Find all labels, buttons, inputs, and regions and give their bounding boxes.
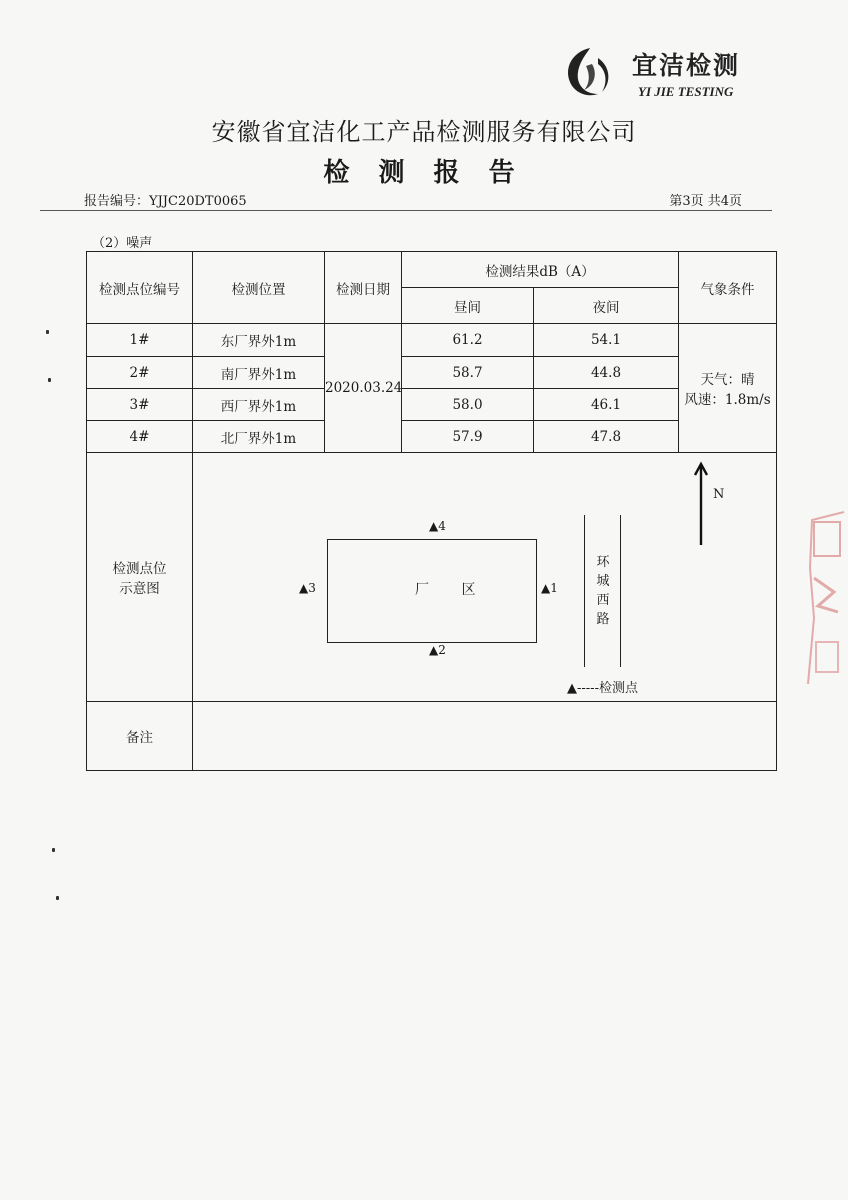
point-1-marker: ▲1 — [541, 581, 558, 595]
header-weather: 气象条件 — [679, 252, 777, 324]
header-night: 夜间 — [534, 288, 679, 324]
header-date: 检测日期 — [325, 252, 402, 324]
section-title: （2）噪声 — [92, 236, 153, 251]
table-row — [87, 421, 777, 453]
site-diagram — [193, 453, 776, 701]
north-arrow-icon — [693, 461, 709, 547]
road-char: 城 — [596, 574, 610, 589]
point-2-marker: ▲2 — [429, 643, 446, 657]
header-location: 检测位置 — [193, 252, 325, 324]
report-number: 报告编号：YJJC20DT0065 — [84, 194, 247, 209]
day-value-cell: 57.9 — [402, 421, 534, 453]
scan-speck — [48, 378, 51, 382]
wind-speed: 风速：1.8m/s — [684, 392, 771, 408]
north-label: N — [713, 487, 725, 502]
document-title: 检 测 报 告 — [323, 158, 525, 188]
header-point-id: 检测点位编号 — [87, 252, 193, 324]
diagram-label-cell — [87, 453, 193, 702]
diagram-label-line1: 检测点位 — [112, 561, 167, 577]
page-number: 第3页 共4页 — [669, 194, 742, 209]
table-row — [87, 389, 777, 421]
company-name: 安徽省宜洁化工产品检测服务有限公司 — [211, 118, 637, 146]
weather-cell — [679, 324, 777, 453]
road-right-line — [620, 515, 621, 667]
night-value-cell: 47.8 — [534, 421, 679, 453]
day-value-cell: 61.2 — [402, 324, 534, 357]
location-cell: 南厂界外1m — [193, 357, 325, 389]
road-char: 西 — [596, 593, 610, 608]
point-id-cell: 3# — [87, 389, 193, 421]
remarks-value — [193, 702, 777, 771]
logo-cn-text: 宜洁检测 — [632, 51, 741, 80]
header-divider — [40, 210, 772, 211]
day-value-cell: 58.0 — [402, 389, 534, 421]
location-cell: 东厂界外1m — [193, 324, 325, 357]
point-id-cell: 4# — [87, 421, 193, 453]
location-cell: 北厂界外1m — [193, 421, 325, 453]
noise-results-table — [86, 251, 777, 771]
company-logo — [560, 40, 770, 104]
diagram-cell — [193, 453, 777, 702]
header-result: 检测结果dB（A） — [402, 252, 679, 288]
scan-speck — [46, 330, 49, 334]
weather-condition: 天气：晴 — [700, 372, 755, 388]
point-3-marker: ▲3 — [299, 581, 316, 595]
table-row — [87, 324, 777, 357]
logo-en-text: YI JIE TESTING — [638, 84, 734, 99]
diagram-legend: ▲-----检测点 — [567, 681, 638, 696]
day-value-cell: 58.7 — [402, 357, 534, 389]
scan-speck — [56, 896, 59, 900]
plant-area-label: 厂 区 — [415, 582, 490, 598]
night-value-cell: 44.8 — [534, 357, 679, 389]
date-cell: 2020.03.24 — [325, 324, 402, 453]
night-value-cell: 46.1 — [534, 389, 679, 421]
road-label — [593, 553, 613, 629]
diagram-label-line2: 示意图 — [119, 581, 160, 597]
point-4-marker: ▲4 — [429, 519, 446, 533]
road-char: 环 — [596, 555, 610, 570]
road-left-line — [584, 515, 585, 667]
table-row — [87, 357, 777, 389]
header-day: 昼间 — [402, 288, 534, 324]
road-char: 路 — [596, 612, 610, 627]
point-id-cell: 2# — [87, 357, 193, 389]
logo-swoosh-icon — [560, 44, 616, 100]
point-id-cell: 1# — [87, 324, 193, 357]
night-value-cell: 54.1 — [534, 324, 679, 357]
scan-speck — [52, 848, 55, 852]
remarks-label: 备注 — [87, 702, 193, 771]
red-seal-stamp-icon — [804, 508, 848, 688]
location-cell: 西厂界外1m — [193, 389, 325, 421]
